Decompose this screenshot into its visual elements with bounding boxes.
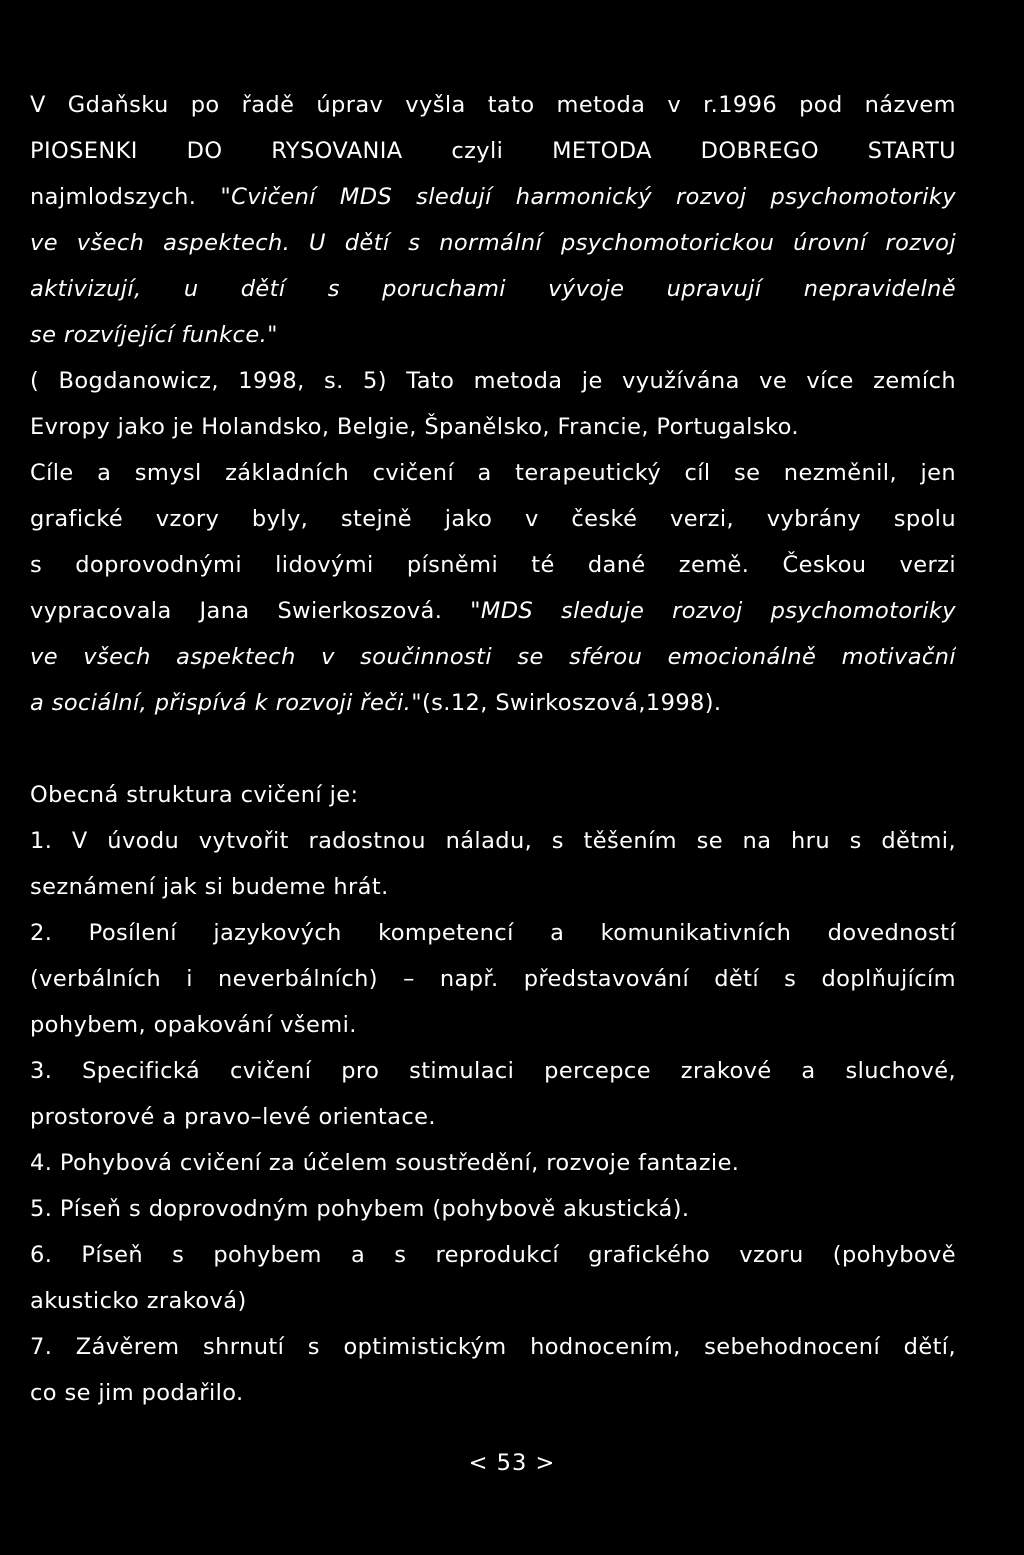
paragraph-line: V Gdaňsku po řadě úprav vyšla tato metoda v r.1996 pod názvem (30, 92, 956, 118)
paragraph-line (30, 680, 956, 726)
quote-line: ve všech aspektech v součinnosti se sférou emocionálně motivační (30, 644, 956, 670)
list-item-line: 7. Závěrem shrnutí s optimistickým hodnocením, sebehodnocení dětí, (30, 1334, 956, 1360)
text-run: vypracovala Jana Swierkoszová. (30, 598, 471, 624)
quote-line: ve všech aspektech. U dětí s normální psychomotorickou úrovní rozvoj (30, 230, 956, 256)
page-number: < 53 > (468, 1450, 556, 1476)
quote-run: a sociální, přispívá k rozvoji řeči." (30, 690, 422, 716)
text-run: najmlodszych. (30, 184, 221, 210)
list-item-line: 3. Specifická cvičení pro stimulaci percepce zrakové a sluchové, (30, 1058, 956, 1084)
list-item-line: 2. Posílení jazykových kompetencí a komunikativních dovedností (30, 920, 956, 946)
list-item-line: pohybem, opakování všemi. (30, 1012, 357, 1038)
section-heading: Obecná struktura cvičení je: (30, 782, 359, 808)
list-item-line: 5. Píseň s doprovodným pohybem (pohybově akustická). (30, 1196, 690, 1222)
list-item-line: seznámení jak si budeme hrát. (30, 874, 389, 900)
quote-line: se rozvíjející funkce." (30, 322, 278, 348)
paragraph-line: ( Bogdanowicz, 1998, s. 5) Tato metoda je využívána ve více zemích (30, 368, 956, 394)
paragraph-line: grafické vzory byly, stejně jako v české verzi, vybrány spolu (30, 506, 956, 532)
paragraph-spacer (30, 726, 956, 772)
paragraph-line: PIOSENKI DO RYSOVANIA czyli METODA DOBREGO STARTU (30, 138, 956, 164)
paragraph-line: Cíle a smysl základních cvičení a terapeutický cíl se nezměnil, jen (30, 460, 956, 486)
list-item-line: 6. Píseň s pohybem a s reprodukcí grafického vzoru (pohybově (30, 1242, 956, 1268)
list-item-line: 4. Pohybová cvičení za účelem soustředění, rozvoje fantazie. (30, 1150, 740, 1176)
list-item-line: 1. V úvodu vytvořit radostnou náladu, s těšením se na hru s dětmi, (30, 828, 956, 854)
paragraph-line: Evropy jako je Holandsko, Belgie, Španělsko, Francie, Portugalsko. (30, 414, 799, 440)
quote-run: "Cvičení MDS sledují harmonický rozvoj psychomotoriky (220, 184, 956, 210)
paragraph-line (30, 174, 956, 220)
list-item-line: akusticko zraková) (30, 1288, 247, 1314)
paragraph-line (30, 588, 956, 634)
citation-run: (s.12, Swirkoszová,1998). (421, 690, 722, 716)
body-text (30, 82, 956, 1416)
list-item-line: prostorové a pravo–levé orientace. (30, 1104, 436, 1130)
list-item-line: (verbálních i neverbálních) – např. představování dětí s doplňujícím (30, 966, 956, 992)
quote-line: aktivizují, u dětí s poruchami vývoje upravují nepravidelně (30, 276, 956, 302)
paragraph-line: s doprovodnými lidovými písněmi té dané země. Českou verzi (30, 552, 956, 578)
quote-run: "MDS sleduje rozvoj psychomotoriky (470, 598, 956, 624)
list-item-line: co se jim podařilo. (30, 1380, 244, 1406)
